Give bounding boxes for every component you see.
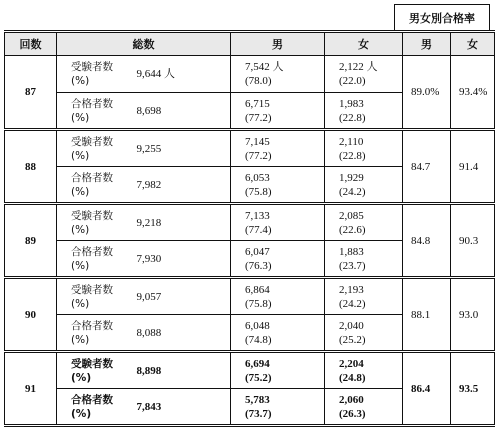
rate-female-cell: 93.0 <box>451 278 495 352</box>
male-cell <box>231 56 325 93</box>
male-cell <box>231 93 325 130</box>
header-row <box>5 32 495 56</box>
table-row <box>5 352 495 389</box>
table-row <box>5 278 495 315</box>
male-percent: (77.2) <box>245 111 272 124</box>
row-label <box>57 352 137 389</box>
rate-female-cell: 91.4 <box>451 130 495 204</box>
total-cell: 7,930 <box>137 241 231 278</box>
row-label-unit: (%) <box>71 259 90 272</box>
row-label <box>57 389 137 426</box>
total-cell: 9,218 <box>137 204 231 241</box>
male-percent: (74.8) <box>245 333 272 346</box>
row-label-text: 受験者数 <box>71 135 113 148</box>
row-label-unit: (%) <box>71 111 90 124</box>
row-label <box>57 93 137 130</box>
male-count: 6,715 <box>245 97 270 110</box>
female-count: 2,110 <box>339 135 364 148</box>
female-cell <box>325 56 403 93</box>
female-cell <box>325 352 403 389</box>
female-count: 2,193 <box>339 283 364 296</box>
female-percent: (22.8) <box>339 149 366 162</box>
female-count: 2,204 <box>339 357 364 370</box>
row-label-unit: (%) <box>71 297 90 310</box>
male-percent: (75.8) <box>245 185 272 198</box>
male-count: 6,694 <box>245 357 270 370</box>
row-label-unit: (%) <box>71 149 90 162</box>
total-cell: 8,698 <box>137 93 231 130</box>
rate-female-cell: 93.5 <box>451 352 495 426</box>
rate-male-cell: 84.8 <box>403 204 451 278</box>
male-count: 7,145 <box>245 135 270 148</box>
male-count: 5,783 <box>245 393 270 406</box>
row-label <box>57 241 137 278</box>
round-cell: 91 <box>5 352 57 426</box>
row-label <box>57 56 137 93</box>
row-label <box>57 204 137 241</box>
female-count: 1,983 <box>339 97 364 110</box>
total-cell: 9,255 <box>137 130 231 167</box>
row-label-text: 合格者数 <box>71 97 113 110</box>
row-label <box>57 167 137 204</box>
female-cell <box>325 241 403 278</box>
total-cell: 9,057 <box>137 278 231 315</box>
table-row <box>5 204 495 241</box>
female-cell <box>325 278 403 315</box>
row-label-unit: (%) <box>71 223 90 236</box>
male-percent: (77.4) <box>245 223 272 236</box>
rate-male-header: 男 <box>403 32 451 56</box>
male-cell <box>231 204 325 241</box>
total-cell: 8,088 <box>137 315 231 352</box>
round-header: 回数 <box>5 32 57 56</box>
female-cell <box>325 93 403 130</box>
rate-male-cell: 89.0% <box>403 56 451 130</box>
female-percent: (26.3) <box>339 407 366 420</box>
row-label-text: 受験者数 <box>71 209 113 222</box>
female-count: 2,085 <box>339 209 364 222</box>
male-percent: (73.7) <box>245 407 272 420</box>
row-label-text: 合格者数 <box>71 245 113 258</box>
rate-female-cell: 93.4% <box>451 56 495 130</box>
male-percent: (75.8) <box>245 297 272 310</box>
male-count: 6,047 <box>245 245 270 258</box>
row-label-text: 受験者数 <box>71 283 113 296</box>
rate-male-cell: 86.4 <box>403 352 451 426</box>
female-percent: (24.2) <box>339 185 366 198</box>
total-cell: 9,644 人 <box>137 56 231 93</box>
male-count: 6,864 <box>245 283 270 296</box>
male-percent: (75.2) <box>245 371 272 384</box>
table-row <box>5 56 495 93</box>
rate-male-cell: 84.7 <box>403 130 451 204</box>
female-count: 2,122 人 <box>339 61 378 73</box>
table-row <box>5 130 495 167</box>
row-label-text: 合格者数 <box>71 393 113 406</box>
female-percent: (24.2) <box>339 297 366 310</box>
round-cell: 87 <box>5 56 57 130</box>
round-cell: 90 <box>5 278 57 352</box>
male-cell <box>231 167 325 204</box>
female-percent: (22.8) <box>339 111 366 124</box>
male-cell <box>231 278 325 315</box>
male-cell <box>231 389 325 426</box>
rate-header: 男女別合格率 <box>394 4 490 30</box>
round-cell: 88 <box>5 130 57 204</box>
female-count: 1,929 <box>339 171 364 184</box>
male-count: 7,542 人 <box>245 61 284 73</box>
male-cell <box>231 352 325 389</box>
total-cell: 7,843 <box>137 389 231 426</box>
row-label-text: 合格者数 <box>71 319 113 332</box>
exam-results-table <box>4 30 495 427</box>
male-cell <box>231 241 325 278</box>
female-count: 1,883 <box>339 245 364 258</box>
row-label <box>57 278 137 315</box>
female-percent: (22.0) <box>339 75 366 87</box>
female-percent: (23.7) <box>339 259 366 272</box>
total-cell: 7,982 <box>137 167 231 204</box>
row-label-unit: (%) <box>71 333 90 346</box>
female-header: 女 <box>325 32 403 56</box>
row-label-unit: (%) <box>71 185 90 198</box>
female-count: 2,040 <box>339 319 364 332</box>
female-percent: (24.8) <box>339 371 366 384</box>
female-cell <box>325 204 403 241</box>
row-label <box>57 130 137 167</box>
female-cell <box>325 315 403 352</box>
row-label-text: 合格者数 <box>71 171 113 184</box>
female-percent: (25.2) <box>339 333 366 346</box>
male-percent: (77.2) <box>245 149 272 162</box>
female-cell <box>325 130 403 167</box>
rate-female-cell: 90.3 <box>451 204 495 278</box>
row-label <box>57 315 137 352</box>
female-percent: (22.6) <box>339 223 366 236</box>
row-label-text: 受験者数 <box>71 61 113 73</box>
male-count: 6,053 <box>245 171 270 184</box>
row-label-text: 受験者数 <box>71 357 113 370</box>
total-cell: 8,898 <box>137 352 231 389</box>
male-count: 6,048 <box>245 319 270 332</box>
female-count: 2,060 <box>339 393 364 406</box>
male-percent: (78.0) <box>245 75 272 87</box>
male-count: 7,133 <box>245 209 270 222</box>
row-label-unit: (%) <box>71 407 92 420</box>
male-header: 男 <box>231 32 325 56</box>
male-cell <box>231 315 325 352</box>
total-header: 総数 <box>57 32 231 56</box>
rate-male-cell: 88.1 <box>403 278 451 352</box>
round-cell: 89 <box>5 204 57 278</box>
male-cell <box>231 130 325 167</box>
female-cell <box>325 389 403 426</box>
row-label-unit: (%) <box>71 371 92 384</box>
row-label-unit: (%) <box>71 75 90 87</box>
female-cell <box>325 167 403 204</box>
male-percent: (76.3) <box>245 259 272 272</box>
rate-female-header: 女 <box>451 32 495 56</box>
